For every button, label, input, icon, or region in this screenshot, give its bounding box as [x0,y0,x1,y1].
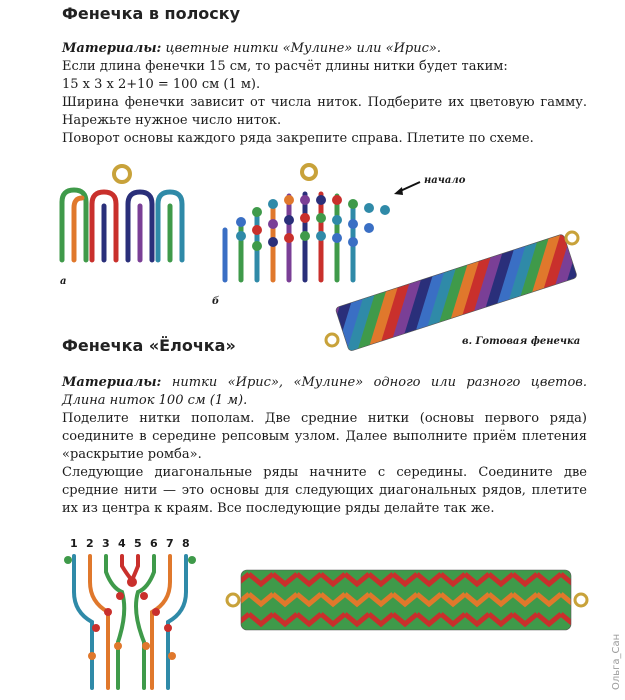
length-line: Если длина фенечки 15 см, то расчёт длины нитки будет таким: [62,59,508,74]
thread-number: 4 [118,537,126,550]
width-line: Ширина фенечки зависит от числа ниток. Подберите их цветовую гамму. Нарежьте нужное число ниток. [62,95,587,128]
label-finished: в. Готовая фенечка [462,336,581,347]
thread-number: 8 [182,537,190,550]
section2-text [62,374,587,518]
materials-label: Материалы: [62,41,162,56]
watermark: Ольга_Сан [611,633,622,690]
start-arrow [392,178,422,198]
thread-number: 2 [86,537,94,550]
materials-label-2: Материалы: [62,375,162,390]
materials-line-2 [62,374,587,410]
thread-number: 6 [150,537,158,550]
calc-line: 15 х 3 х 2+10 = 100 см (1 м). [62,77,261,92]
section-title-yolochka: Фенечка «Ёлочка» [62,336,236,355]
label-a: а [60,276,67,287]
para-divide: Поделите нитки пополам. Две средние нитки (основы первого ряда) соедините в середине репсовым узлом. Далее выполните приём плетения «раскрытие ромба». [62,411,587,462]
thread-number: 1 [70,537,78,550]
instruction-line: Поворот основы каждого ряда закрепите справа. Плетите по схеме. [62,131,534,146]
label-start: начало [424,175,466,186]
thread-number: 5 [134,537,142,550]
thread-number: 7 [166,537,174,550]
section-title-stripe: Фенечка в полоску [62,4,241,23]
materials-line [62,40,587,58]
label-b: б [212,296,220,307]
thread-number: 3 [102,537,110,550]
diagram-herringbone [62,552,202,692]
finished-bracelet-herringbone [225,560,590,650]
materials-text-2: нитки «Ирис», «Мулине» одного или разного цветов. Длина ниток 100 см (1 м). [62,375,587,408]
diagram-a [52,160,192,270]
materials-text: цветные нитки «Мулине» или «Ирис». [161,41,441,56]
section1-text [62,40,587,148]
para-diagonal: Следующие диагональные ряды начните с середины. Соедините две средние нити — это основы для следующих диагональных рядов, плетите их из центра к краям. Все последующие ряды делайте так же. [62,465,587,516]
